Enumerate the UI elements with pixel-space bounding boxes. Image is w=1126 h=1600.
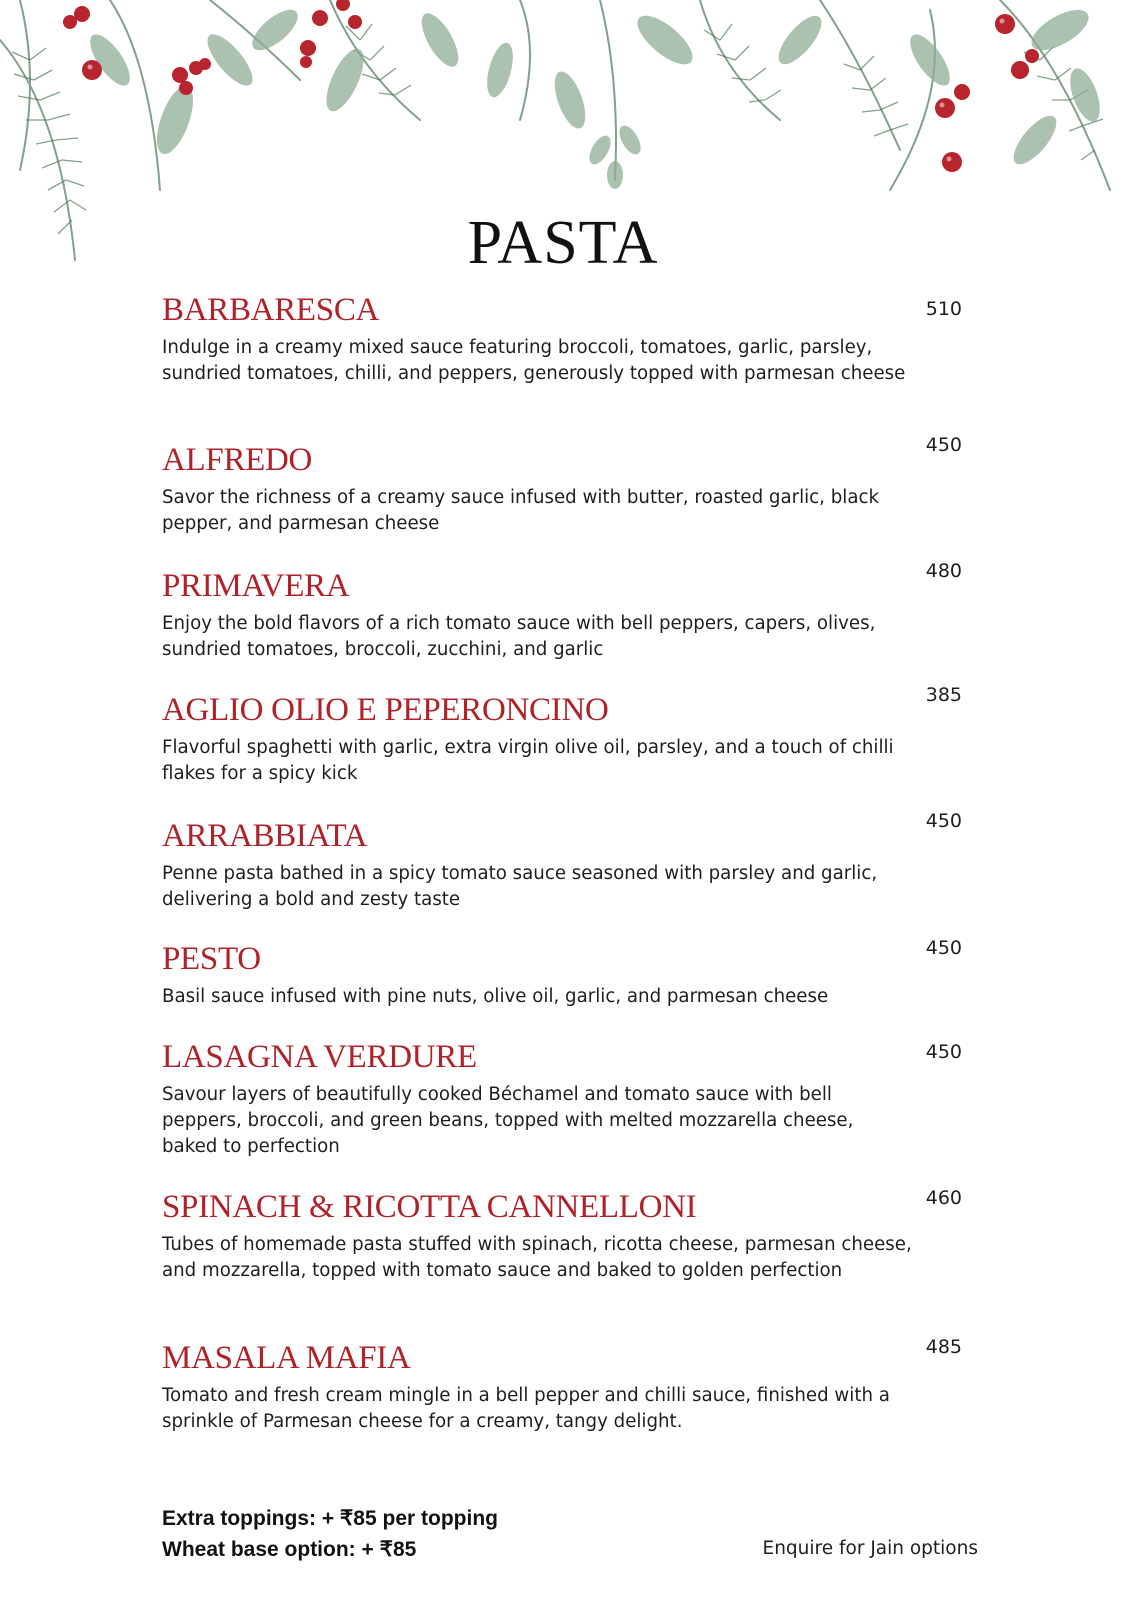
item-price: 450	[925, 1041, 962, 1063]
item-description: Tomato and fresh cream mingle in a bell pepper and chilli sauce, finished with a sprinkle of Parmesan cheese for a creamy, tangy delight.	[162, 1385, 890, 1432]
item-name: LASAGNA VERDURE	[162, 1039, 477, 1075]
item-description: Tubes of homemade pasta stuffed with spinach, ricotta cheese, parmesan cheese, and mozzarella, topped with tomato sauce and baked to golden perfection	[162, 1234, 912, 1281]
menu-item	[162, 810, 982, 939]
menu-list	[162, 290, 982, 1438]
item-name: BARBARESCA	[162, 292, 380, 328]
item-description: Savor the richness of a creamy sauce infused with butter, roasted garlic, black pepper, and parmesan cheese	[162, 487, 880, 534]
item-description: Enjoy the bold flavors of a rich tomato sauce with bell peppers, capers, olives, sundried tomatoes, broccoli, zucchini, and garlic	[162, 613, 876, 660]
footer-notes	[162, 1503, 498, 1565]
page-title: PASTA	[467, 209, 659, 277]
item-name: ARRABBIATA	[162, 818, 368, 854]
item-description: Basil sauce infused with pine nuts, olive oil, garlic, and parmesan cheese	[162, 986, 829, 1007]
menu-item	[162, 684, 982, 816]
item-description: Indulge in a creamy mixed sauce featuring broccoli, tomatoes, garlic, parsley, sundried tomatoes, chilli, and peppers, generously topped with parmesan cheese	[162, 337, 906, 384]
item-name: PESTO	[162, 941, 261, 977]
menu-item	[162, 290, 982, 440]
item-name: SPINACH & RICOTTA CANNELLONI	[162, 1189, 697, 1225]
jain-options-note: Enquire for Jain options	[762, 1538, 978, 1559]
item-name: ALFREDO	[162, 442, 313, 478]
menu-item	[162, 939, 982, 1037]
menu-item	[162, 1187, 982, 1338]
item-price: 450	[925, 810, 962, 832]
item-name: MASALA MAFIA	[162, 1340, 411, 1376]
item-description: Penne pasta bathed in a spicy tomato sauce seasoned with parsley and garlic, delivering a bold and zesty taste	[162, 863, 878, 910]
item-name: PRIMAVERA	[162, 568, 350, 604]
menu-item	[162, 1338, 982, 1438]
item-price: 460	[925, 1187, 962, 1209]
item-price: 450	[925, 434, 962, 456]
item-description: Flavorful spaghetti with garlic, extra virgin olive oil, parsley, and a touch of chilli flakes for a spicy kick	[162, 737, 894, 784]
item-price: 485	[925, 1336, 962, 1358]
wheat-base-note: Wheat base option: + ₹85	[162, 1538, 417, 1561]
extra-toppings-note: Extra toppings: + ₹85 per topping	[162, 1507, 498, 1530]
item-description: Savour layers of beautifully cooked Béchamel and tomato sauce with bell peppers, broccoli, and green beans, topped with melted mozzarella cheese, baked to perfection	[162, 1084, 854, 1157]
menu-item	[162, 434, 982, 566]
item-price: 510	[925, 298, 962, 320]
menu-item	[162, 560, 982, 690]
item-name: AGLIO OLIO E PEPERONCINO	[162, 692, 609, 728]
menu-item	[162, 1037, 982, 1187]
item-price: 480	[925, 560, 962, 582]
item-price: 385	[925, 684, 962, 706]
item-price: 450	[925, 937, 962, 959]
